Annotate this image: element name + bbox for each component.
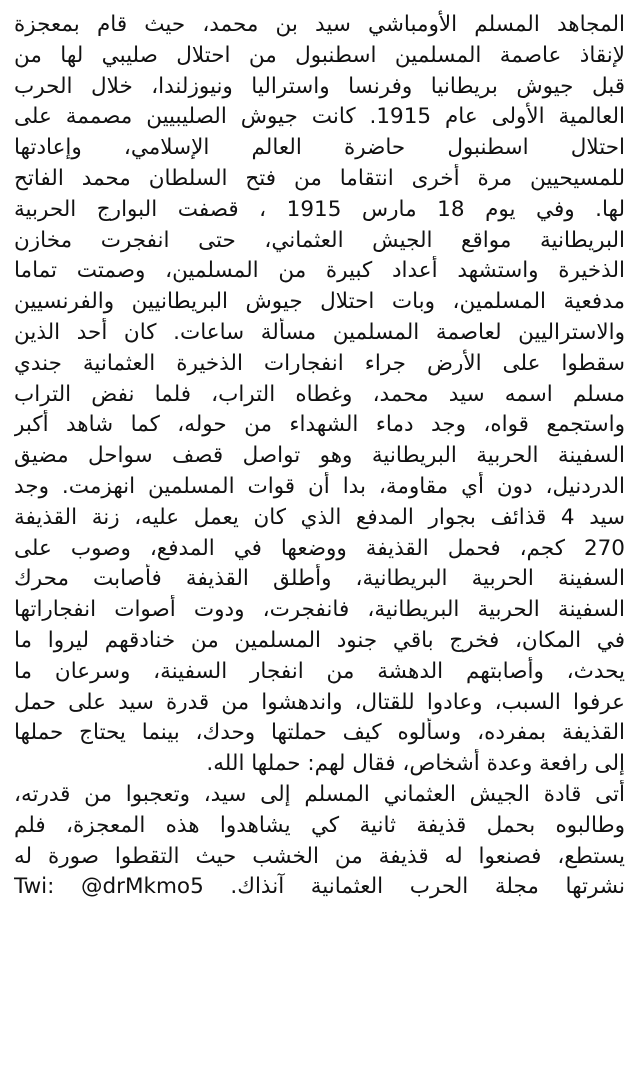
text-line: والاستراليين لعاصمة المسلمين مسألة ساعات. كان أحد الذين (14, 319, 625, 345)
text-line: الذخيرة واستشهد أعداد كبيرة من المسلمين، وصمتت تماما (14, 258, 625, 284)
text-line: السفينة الحربية البريطانية، فانفجرت، ودوت أصوات انفجاراتها (14, 597, 625, 623)
text-line: مدفعية المسلمين، وبات احتلال جيوش البريطانيين والفرنسيين (14, 289, 625, 315)
text-line: السفينة الحربية البريطانية وهو تواصل قصف سواحل مضيق (14, 443, 625, 469)
text-line: قبل جيوش بريطانيا وفرنسا واستراليا ونيوزلندا، خلال الحرب (14, 73, 625, 99)
text-line: الدردنيل، دون أي مقاومة، بدا أن قوات المسلمين انهزمت. وجد (14, 473, 625, 499)
text-line: لإنقاذ عاصمة المسلمين اسطنبول من احتلال صليبي لها من (14, 42, 625, 68)
text-line: المجاهد المسلم الأومباشي سيد بن محمد، حيث قام بمعجزة (14, 12, 625, 37)
twitter-credit: Twi: @drMkmo5 (14, 874, 204, 900)
text-line: السفينة الحربية البريطانية، وأطلق القذيفة فأصابت محرك (14, 566, 625, 592)
final-line-text: نشرتها مجلة الحرب العثمانية آنذاك. (230, 874, 625, 900)
article-text (14, 10, 625, 903)
text-line: سيد 4 قذائف بجوار المدفع الذي كان يعمل عليه، زنة القذيفة (14, 504, 625, 530)
text-line: وطالبوه بحمل قذيفة ثانية كي يشاهدوا هذه المعجزة، فلم (14, 812, 625, 838)
text-line: 270 كجم، فحمل القذيفة ووضعها في المدفع، وصوب على (14, 535, 625, 561)
text-line: العالمية الأولى عام 1915. كانت جيوش الصليبيين مصممة على (14, 104, 625, 130)
text-line: احتلال اسطنبول حاضرة العالم الإسلامي، وإعادتها (14, 135, 625, 161)
text-line: واستجمع قواه، وجد دماء الشهداء من حوله، كما شاهد أكبر (14, 412, 625, 438)
text-line: القذيفة بمفرده، وسألوه كيف حملتها وحدك، بينما يحتاج حملها (14, 720, 625, 746)
text-line: عرفوا السبب، وعادوا للقتال، واندهشوا من قدرة سيد على حمل (14, 689, 625, 715)
text-line: يحدث، وأصابتهم الدهشة من انفجار السفينة، وسرعان ما (14, 658, 625, 684)
text-line: البريطانية مواقع الجيش العثماني، حتى انفجرت مخازن (14, 227, 625, 253)
text-line: في المكان، فخرج باقي جنود المسلمين من خنادقهم ليروا ما (14, 627, 625, 653)
text-line: أتى قادة الجيش العثماني المسلم إلى سيد، وتعجبوا من قدرته، (14, 781, 625, 807)
text-line: مسلم اسمه سيد محمد، وغطاه التراب، فلما نفض التراب (14, 381, 625, 407)
text-line: سقطوا على الأرض جراء انفجارات الذخيرة العثمانية جندي (14, 350, 625, 376)
text-line: يستطع، فصنعوا له قذيفة من الخشب حيث التقطوا صورة له (14, 843, 625, 869)
text-line: للمسيحيين مرة أخرى انتقاما من فتح السلطان محمد الفاتح (14, 165, 625, 191)
text-line: إلى رافعة وعدة أشخاص، فقال لهم: حملها الله. (206, 751, 625, 777)
final-line (14, 872, 625, 903)
text-line: لها. وفي يوم 18 مارس 1915 ، قصفت البوارج الحربية (14, 196, 625, 222)
